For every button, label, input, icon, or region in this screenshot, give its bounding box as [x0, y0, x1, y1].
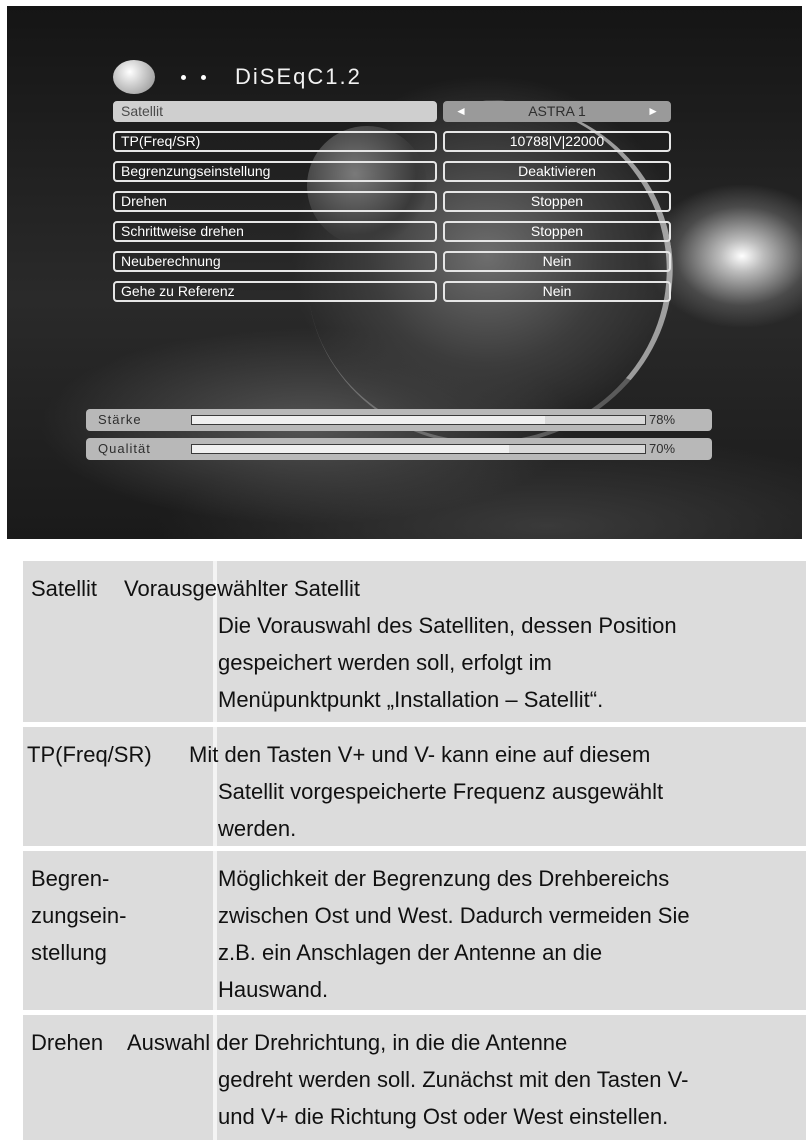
menu-row-referenz[interactable]	[113, 281, 671, 302]
desc-term: Satellit	[31, 576, 98, 601]
desc-row-tp	[23, 727, 806, 846]
desc-term: zungsein-	[31, 903, 127, 928]
menu-label: Begrenzungseinstellung	[113, 161, 437, 182]
desc-line: gedreht werden soll. Zunächst mit den Tasten V-	[218, 1067, 689, 1092]
desc-line: Vorausgewählter Satellit	[124, 576, 361, 601]
dot-icon	[201, 75, 206, 80]
column-divider	[213, 851, 217, 1010]
menu-row-schrittweise[interactable]	[113, 221, 671, 242]
signal-fill	[192, 416, 545, 424]
menu-label: TP(Freq/SR)	[113, 131, 437, 152]
menu-value-text: ASTRA 1	[528, 103, 586, 119]
desc-row-satellit	[23, 561, 806, 722]
menu-value[interactable]: Stoppen	[443, 191, 671, 212]
menu-row-begrenzung[interactable]	[113, 161, 671, 182]
signal-label: Qualität	[98, 441, 151, 456]
desc-row-drehen	[23, 1015, 806, 1140]
menu-value[interactable]: Deaktivieren	[443, 161, 671, 182]
desc-line: Hauswand.	[218, 977, 329, 1002]
desc-row-begrenzung	[23, 851, 806, 1010]
menu-value[interactable]: Nein	[443, 251, 671, 272]
menu-label: Schrittweise drehen	[113, 221, 437, 242]
desc-term: Begren-	[31, 866, 110, 891]
signal-track	[191, 444, 646, 454]
menu-label: Neuberechnung	[113, 251, 437, 272]
menu-label: Drehen	[113, 191, 437, 212]
menu-value[interactable]: Nein	[443, 281, 671, 302]
signal-percent: 70%	[649, 441, 676, 456]
desc-line: z.B. ein Anschlagen der Antenne an die	[218, 940, 603, 965]
osd-title: DiSEqC1.2	[235, 64, 362, 89]
arrow-right-icon[interactable]: ►	[647, 104, 659, 118]
signal-strength-bar	[86, 409, 712, 431]
signal-label: Stärke	[98, 412, 142, 427]
menu-label: Gehe zu Referenz	[113, 281, 437, 302]
menu-row-satellit[interactable]	[113, 101, 671, 122]
desc-line: Die Vorauswahl des Satelliten, dessen Position	[218, 613, 677, 638]
desc-line: Mit den Tasten V+ und V- kann eine auf diesem	[189, 742, 651, 767]
description-table	[23, 561, 806, 1140]
menu-row-tp[interactable]	[113, 131, 671, 152]
desc-line: werden.	[218, 816, 297, 841]
desc-term: TP(Freq/SR)	[27, 742, 152, 767]
menu-value[interactable]	[443, 101, 671, 122]
desc-line: und V+ die Richtung Ost oder West einstellen.	[218, 1104, 669, 1129]
desc-line: Satellit vorgespeicherte Frequenz ausgewählt	[218, 779, 664, 804]
signal-fill	[192, 445, 509, 453]
desc-line: Möglichkeit der Begrenzung des Drehbereichs	[218, 866, 670, 891]
menu-value[interactable]: Stoppen	[443, 221, 671, 242]
dot-icon	[181, 75, 186, 80]
arrow-left-icon[interactable]: ◄	[455, 104, 467, 118]
desc-line: Auswahl der Drehrichtung, in die die Antenne	[127, 1030, 568, 1055]
diseqc-osd-screenshot	[7, 6, 802, 539]
desc-line: zwischen Ost und West. Dadurch vermeiden Sie	[218, 903, 690, 928]
menu-row-drehen[interactable]	[113, 191, 671, 212]
signal-percent: 78%	[649, 412, 676, 427]
menu-value[interactable]: 10788|V|22000	[443, 131, 671, 152]
signal-track	[191, 415, 646, 425]
desc-term: Drehen	[31, 1030, 104, 1055]
signal-quality-bar	[86, 438, 712, 460]
globe-icon	[113, 60, 155, 94]
desc-line: gespeichert werden soll, erfolgt im	[218, 650, 552, 675]
menu-label: Satellit	[113, 101, 437, 122]
desc-term: stellung	[31, 940, 107, 965]
desc-line: Menüpunktpunkt „Installation – Satellit“.	[218, 687, 604, 712]
menu-row-neuberechnung[interactable]	[113, 251, 671, 272]
